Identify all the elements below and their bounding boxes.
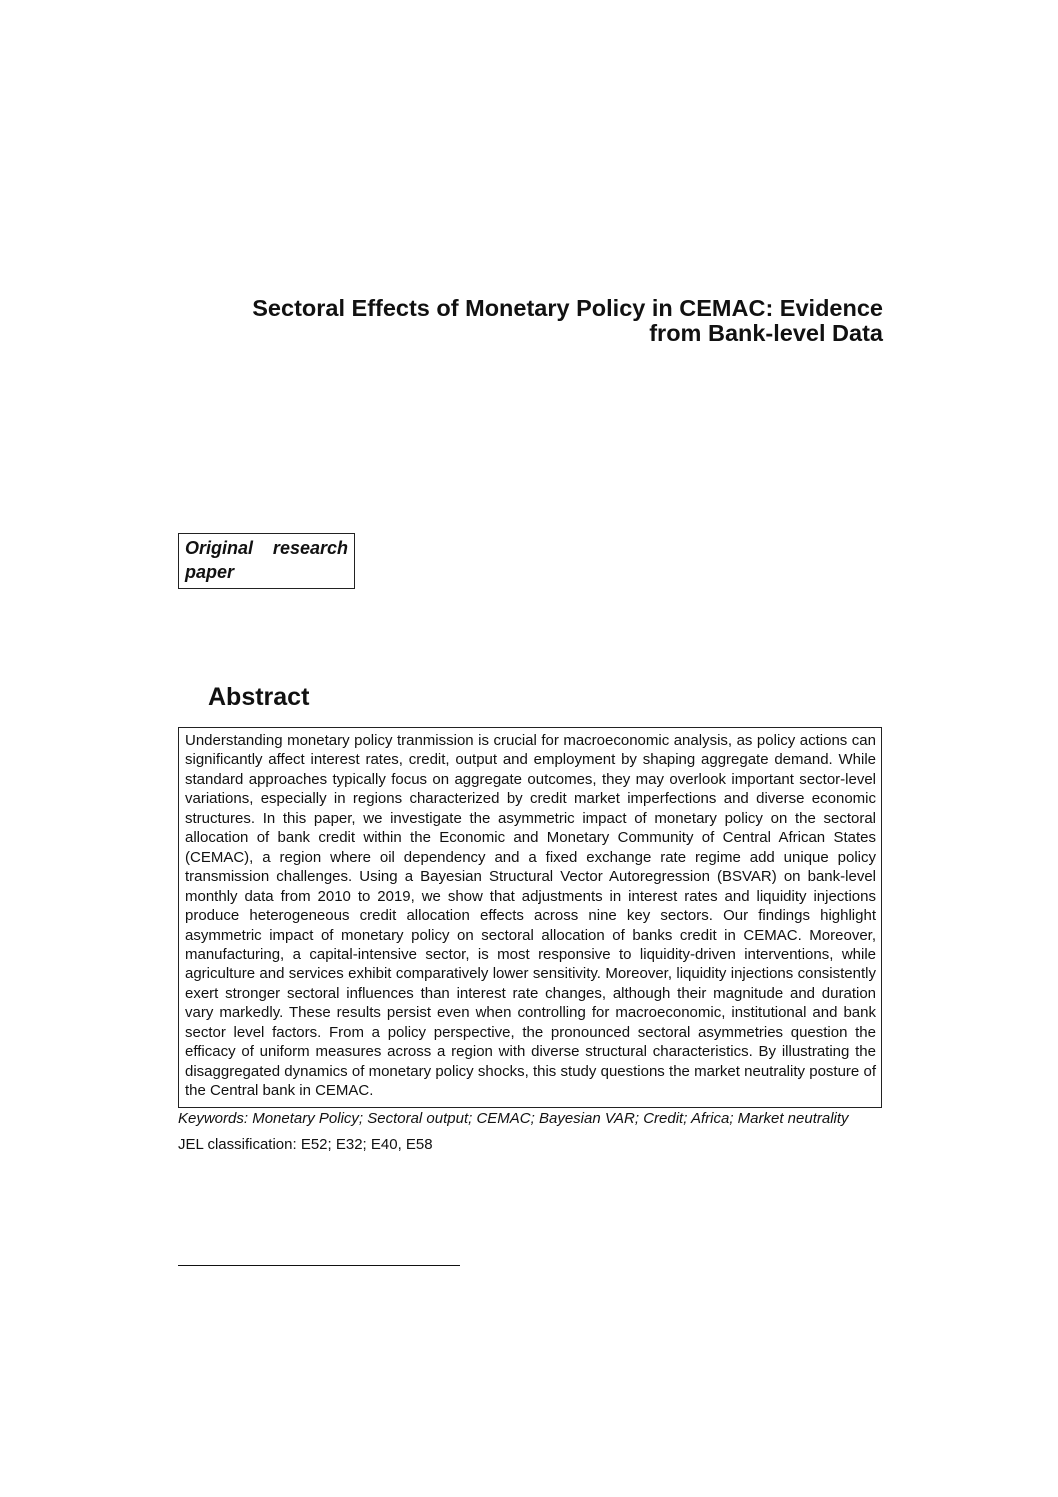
abstract-heading: Abstract <box>208 683 310 711</box>
paper-type-box: Original research paper <box>178 533 355 589</box>
jel-classification: JEL classification: E52; E32; E40, E58 <box>178 1136 433 1153</box>
paper-title-line-2: from Bank-level Data <box>649 319 883 346</box>
paper-title <box>150 296 883 345</box>
abstract-text: Understanding monetary policy tranmission is crucial for macroeconomic analysis, as policy actions can significantly affect interest rates, credit, output and employment by shaping aggregate demand. While standard approaches typically focus on aggregate outcomes, they may overlook important sector-level variations, especially in regions characterized by credit market imperfections and diverse economic structures. In this paper, we investigate the asymmetric impact of monetary policy on the sectoral allocation of bank credit within the Economic and Monetary Community of Central African States (CEMAC), a region where oil dependency and a fixed exchange rate regime add unique policy transmission challenges. Using a Bayesian Structural Vector Autoregression (BSVAR) on bank-level monthly data from 2010 to 2019, we show that adjustments in interest rates and liquidity injections produce heterogeneous credit allocation effects across nine key sectors. Our findings highlight asymmetric impact of monetary policy on sectoral allocation of banks credit in CEMAC. Moreover, manufacturing, a capital-intensive sector, is most responsive to liquidity-driven interventions, while agriculture and services exhibit comparatively lower sensitivity. Moreover, liquidity injections consistently exert stronger sectoral influences than interest rate changes, although their magnitude and duration vary markedly. These results persist even when controlling for macroeconomic, institutional and bank sector level factors. From a policy perspective, the pronounced sectoral asymmetries question the efficacy of uniform measures across a region with diverse structural characteristics. By illustrating the disaggregated dynamics of monetary policy shocks, this study questions the market neutrality posture of the Central bank in CEMAC. <box>185 732 876 1100</box>
footnote-divider <box>178 1265 460 1266</box>
paper-title-line-1: Sectoral Effects of Monetary Policy in CEMAC: Evidence <box>252 295 883 321</box>
keywords: Keywords: Monetary Policy; Sectoral output; CEMAC; Bayesian VAR; Credit; Africa; Market neutrality <box>178 1110 849 1127</box>
abstract-box <box>178 727 882 1108</box>
